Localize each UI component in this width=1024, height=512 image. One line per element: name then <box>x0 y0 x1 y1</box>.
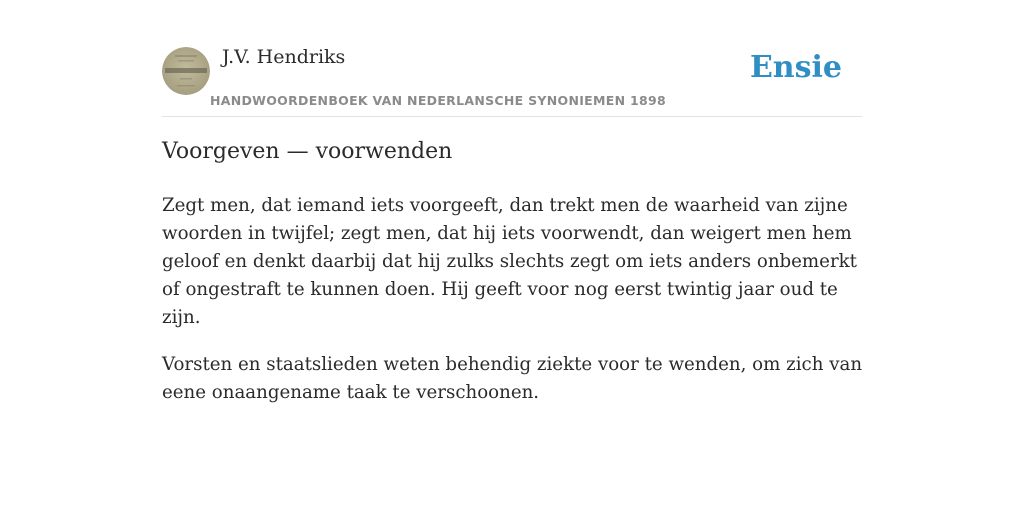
entry-paragraph: Zegt men, dat iemand iets voorgeeft, dan trekt men de waarheid van zijne woorden in twijfel; zegt men, dat hij iets voorwendt, dan weigert men hem geloof en denkt daarbij dat hij zulks slechts zegt om iets anders onbemerkt of ongestraft te kunnen doen. Hij geeft voor nog eerst twintig jaar oud te zijn. <box>162 195 857 328</box>
brand-logo[interactable]: Ensie <box>749 50 842 85</box>
book-cover-icon <box>162 47 210 95</box>
entry-body <box>162 192 864 426</box>
entry-paragraph: Vorsten en staatslieden weten behendig ziekte voor te wenden, om zich van eene onaangename taak te verschoonen. <box>162 354 863 403</box>
avatar[interactable] <box>162 47 210 95</box>
entry-header <box>162 46 862 117</box>
source-title[interactable]: HANDWOORDENBOEK VAN NEDERLANSCHE SYNONIEMEN 1898 <box>210 93 667 108</box>
author-name[interactable]: J.V. Hendriks <box>222 46 346 68</box>
entry-title: Voorgeven — voorwenden <box>162 139 453 164</box>
